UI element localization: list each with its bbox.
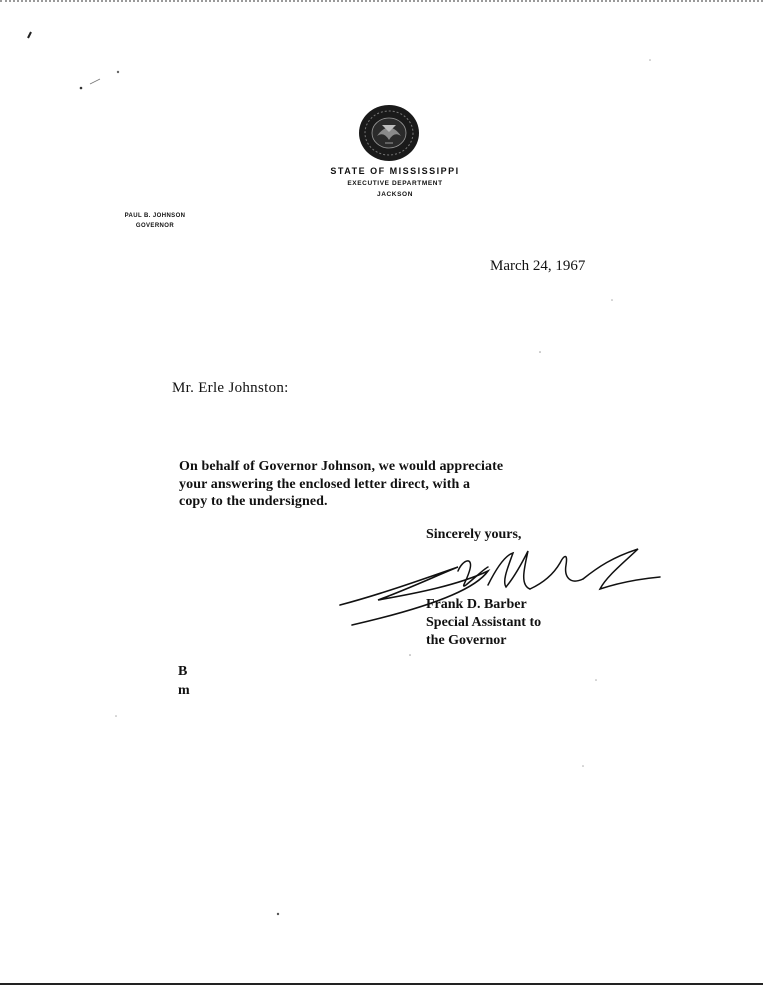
body-line: your answering the enclosed letter direct, with a: [179, 476, 471, 492]
letterhead-state: STATE OF MISSISSIPPI: [330, 166, 460, 176]
governor-title: GOVERNOR: [135, 223, 175, 229]
letterhead: [290, 165, 500, 200]
letterhead-department: EXECUTIVE DEPARTMENT: [347, 180, 443, 187]
governor-block: [100, 211, 210, 231]
letter-body: [179, 458, 599, 511]
body-line: copy to the undersigned.: [179, 494, 328, 509]
body-line: On behalf of Governor Johnson, we would appreciate: [179, 459, 504, 474]
typist-initials: [178, 662, 190, 700]
signature-block: [426, 596, 541, 650]
letter-date: March 24, 1967: [490, 258, 586, 274]
closing: Sincerely yours,: [426, 527, 522, 542]
initials-line2: m: [178, 683, 190, 698]
salutation: Mr. Erle Johnston:: [172, 380, 289, 396]
signer-title-line2: the Governor: [426, 633, 507, 648]
governor-name: PAUL B. JOHNSON: [124, 213, 186, 219]
letterhead-city: JACKSON: [377, 191, 413, 198]
initials-line1: B: [178, 664, 188, 679]
bottom-edge-rule: [0, 983, 763, 985]
signer-name: Frank D. Barber: [426, 597, 527, 612]
signer-title-line1: Special Assistant to: [426, 615, 542, 630]
state-seal-icon: [356, 103, 422, 163]
